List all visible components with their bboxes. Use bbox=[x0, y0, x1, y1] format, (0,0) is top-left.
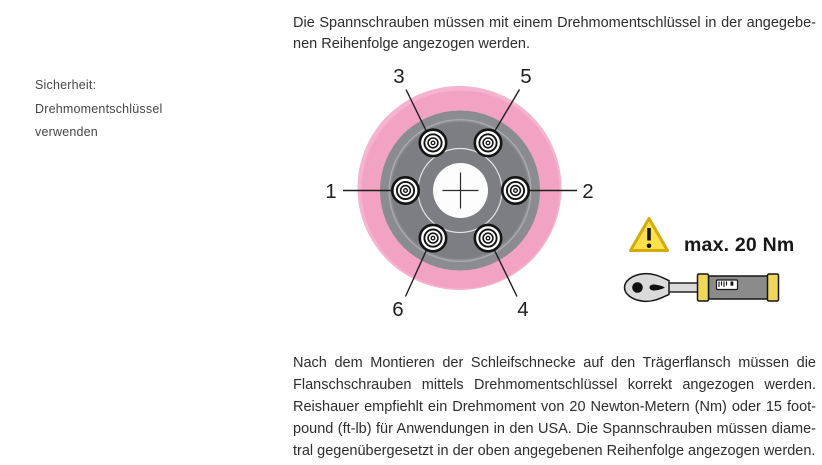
paragraph-line: tral gegenübergesetzt in der oben angegebenen Reihenfolge angezogen werden. bbox=[293, 443, 816, 459]
screw-right bbox=[502, 177, 528, 203]
screw-top-right bbox=[475, 130, 501, 156]
torque-value-label: max. 20 Nm bbox=[684, 234, 795, 256]
paragraph-line: pound (ft-lb) für Anwendungen in den USA. Die Spannschrauben müssen diame- bbox=[293, 421, 816, 437]
wrench-handle-band-right bbox=[768, 274, 779, 301]
warning-icon bbox=[627, 215, 671, 255]
screw-bottom-right bbox=[475, 225, 501, 251]
paragraph-line: Die Spannschrauben müssen mit einem Drehmomentschlüssel in der angegebe- bbox=[293, 15, 816, 31]
screw-label-6: 6 bbox=[392, 298, 404, 321]
wrench-drive-hole bbox=[632, 282, 643, 293]
body-paragraph bbox=[293, 352, 816, 462]
torque-wrench-icon bbox=[620, 266, 784, 306]
paragraph-line: Reishauer empfiehlt ein Drehmoment von 20 Newton-Metern (Nm) oder 15 foot- bbox=[293, 399, 816, 415]
paragraph-line: nen Reihenfolge angezogen werden. bbox=[293, 36, 531, 52]
paragraph-line: Flanschschrauben mittels Drehmomentschlüssel korrekt angezogen werden. bbox=[293, 377, 816, 393]
screw-bottom-left bbox=[420, 225, 446, 251]
tightening-sequence-diagram bbox=[313, 55, 609, 327]
exclamation-dot bbox=[647, 244, 652, 249]
wrench-shaft bbox=[668, 283, 699, 292]
safety-note-line: Drehmomentschlüssel bbox=[35, 101, 163, 116]
screw-top-left bbox=[420, 130, 446, 156]
safety-note-line: Sicherheit: bbox=[35, 78, 97, 92]
screw-label-1: 1 bbox=[325, 180, 337, 203]
screw-label-3: 3 bbox=[393, 65, 405, 88]
screw-label-5: 5 bbox=[520, 65, 532, 88]
screw-label-4: 4 bbox=[517, 298, 529, 321]
wrench-handle-band-left bbox=[698, 274, 709, 301]
sidebar-safety-note bbox=[35, 79, 245, 150]
screw-label-2: 2 bbox=[582, 180, 594, 203]
screw-left bbox=[392, 177, 418, 203]
paragraph-line: Nach dem Montieren der Schleifschnecke auf den Trägerflansch müssen die bbox=[293, 355, 816, 371]
safety-note-line: verwenden bbox=[35, 125, 98, 139]
intro-paragraph bbox=[293, 13, 816, 55]
